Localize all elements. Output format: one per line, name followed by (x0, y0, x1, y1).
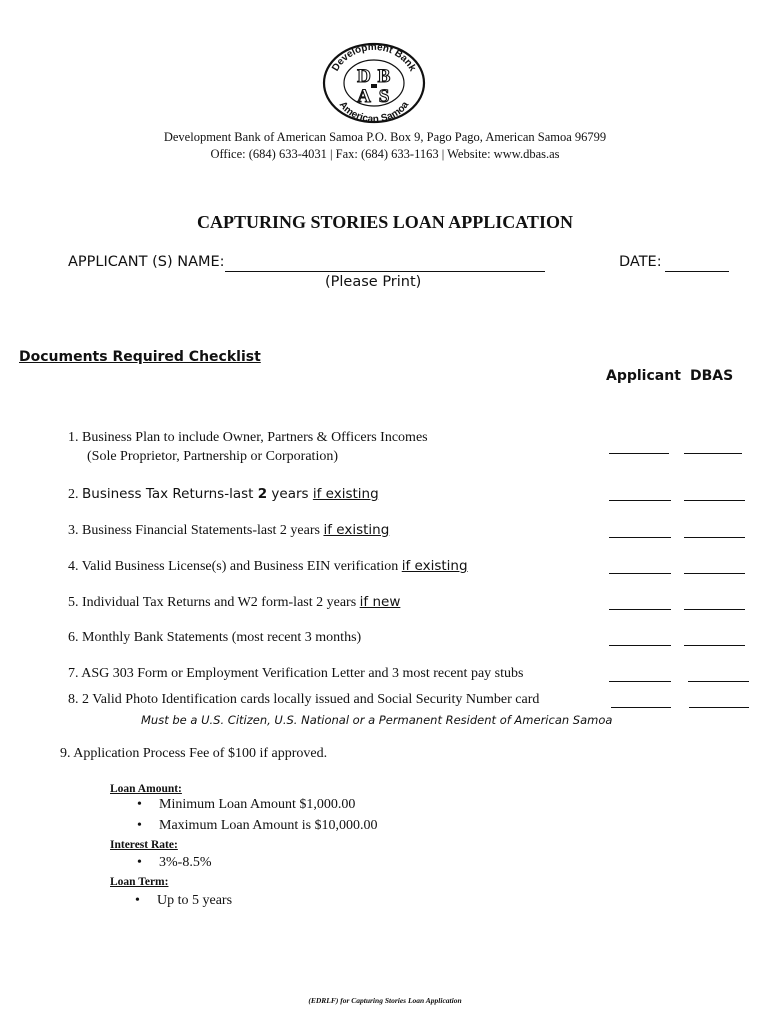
item-text: Business Financial Statements-last 2 years (82, 523, 324, 538)
date-field[interactable] (665, 271, 729, 272)
item-1-applicant-check[interactable] (609, 453, 669, 454)
item-5-dbas-check[interactable] (684, 609, 745, 610)
svg-text:Development Bank (330, 42, 418, 74)
item-text: Business Tax Returns-last (82, 486, 258, 502)
item-number: 5. (68, 595, 79, 610)
item-4-applicant-check[interactable] (609, 573, 671, 574)
item-8-eligibility-note: Must be a U.S. Citizen, U.S. National or a Permanent Resident of American Samoa (141, 713, 613, 727)
item-text: 2 Valid Photo Identification cards locally issued and Social Security Number card (82, 692, 540, 707)
item-4-dbas-check[interactable] (684, 573, 745, 574)
item-number: 3. (68, 523, 79, 538)
item-text: ASG 303 Form or Employment Verification Letter and 3 most recent pay stubs (81, 666, 524, 681)
item-condition: if existing (312, 486, 379, 502)
checklist-item-3 (68, 522, 389, 539)
item-6-applicant-check[interactable] (609, 645, 671, 646)
item-3-dbas-check[interactable] (684, 537, 745, 538)
checklist-item-4 (68, 558, 468, 575)
item-3-applicant-check[interactable] (609, 537, 671, 538)
item-7-applicant-check[interactable] (609, 681, 671, 682)
loan-amount-max: • Maximum Loan Amount is $10,000.00 (137, 818, 378, 833)
logo-letter-b: B (377, 66, 391, 87)
item-2-dbas-check[interactable] (684, 500, 745, 501)
item-text-mid: years (267, 486, 313, 502)
item-condition: if existing (323, 522, 390, 538)
item-5-applicant-check[interactable] (609, 609, 671, 610)
item-bold-count: 2 (257, 486, 268, 502)
checklist-item-1-subtext: (Sole Proprietor, Partnership or Corporation) (87, 449, 339, 464)
item-number: 6. (68, 630, 79, 645)
item-2-applicant-check[interactable] (609, 500, 671, 501)
loan-term-heading: Loan Term: (110, 876, 169, 888)
checklist-item-2 (68, 486, 379, 503)
date-label: DATE: (619, 254, 662, 270)
address-line: Development Bank of American Samoa P.O. Box 9, Pago Pago, American Samoa 96799 (163, 130, 607, 144)
item-number: 2. (68, 487, 79, 502)
item-number: 4. (68, 559, 79, 574)
checklist-item-7 (68, 666, 523, 682)
svg-text:American Samoa (337, 99, 412, 124)
checklist-item-1 (68, 430, 428, 446)
item-number: 8. (68, 692, 79, 707)
bullet-text: Minimum Loan Amount $1,000.00 (159, 797, 356, 812)
dbas-column-header: DBAS (690, 368, 734, 384)
application-fee: 9. Application Process Fee of $100 if approved. (60, 746, 328, 761)
loan-amount-heading: Loan Amount: (110, 783, 182, 795)
bullet-text: 3%-8.5% (159, 855, 212, 870)
item-text: Business Plan to include Owner, Partners & Officers Incomes (82, 430, 428, 445)
item-text: Valid Business License(s) and Business EIN verification (81, 559, 402, 574)
item-condition: if existing (401, 558, 468, 574)
interest-rate-heading: Interest Rate: (110, 839, 178, 851)
applicant-column-header: Applicant (606, 368, 681, 384)
item-text: Monthly Bank Statements (most recent 3 months) (82, 630, 362, 645)
item-number: 1. (68, 430, 79, 445)
logo-text-bottom: American Samoa (336, 99, 412, 124)
logo-letter-s: S (378, 86, 390, 107)
page-title: CAPTURING STORIES LOAN APPLICATION (197, 212, 573, 232)
applicant-name-field[interactable] (225, 271, 545, 272)
contact-line: Office: (684) 633-4031 | Fax: (684) 633-1163 | Website: www.dbas.as (210, 147, 560, 161)
please-print-hint: (Please Print) (325, 274, 422, 290)
logo-letter-d: D (357, 66, 371, 87)
applicant-name-label: APPLICANT (S) NAME: (68, 254, 225, 270)
item-6-dbas-check[interactable] (684, 645, 745, 646)
item-8-dbas-check[interactable] (689, 707, 749, 708)
logo-letter-a: A (357, 86, 371, 107)
item-7-dbas-check[interactable] (688, 681, 749, 682)
interest-rate-range: • 3%-8.5% (137, 855, 212, 870)
bullet-text: Up to 5 years (157, 893, 233, 908)
page-footer: (EDRLF) for Capturing Stories Loan Application (308, 996, 462, 1005)
item-text: Individual Tax Returns and W2 form-last 2 years (82, 595, 360, 610)
dbas-logo (322, 42, 426, 124)
item-number: 7. (68, 666, 79, 681)
checklist-heading: Documents Required Checklist (19, 349, 261, 365)
item-condition: if new (359, 594, 401, 610)
logo-text-top: Development Bank (330, 42, 418, 74)
bullet-text: Maximum Loan Amount is $10,000.00 (159, 818, 378, 833)
checklist-item-5 (68, 594, 400, 611)
loan-term-value: • Up to 5 years (135, 893, 233, 908)
loan-amount-min: • Minimum Loan Amount $1,000.00 (137, 797, 356, 812)
checklist-item-6 (68, 630, 361, 646)
item-1-dbas-check[interactable] (684, 453, 742, 454)
checklist-item-8 (68, 692, 539, 708)
item-8-applicant-check[interactable] (611, 707, 671, 708)
